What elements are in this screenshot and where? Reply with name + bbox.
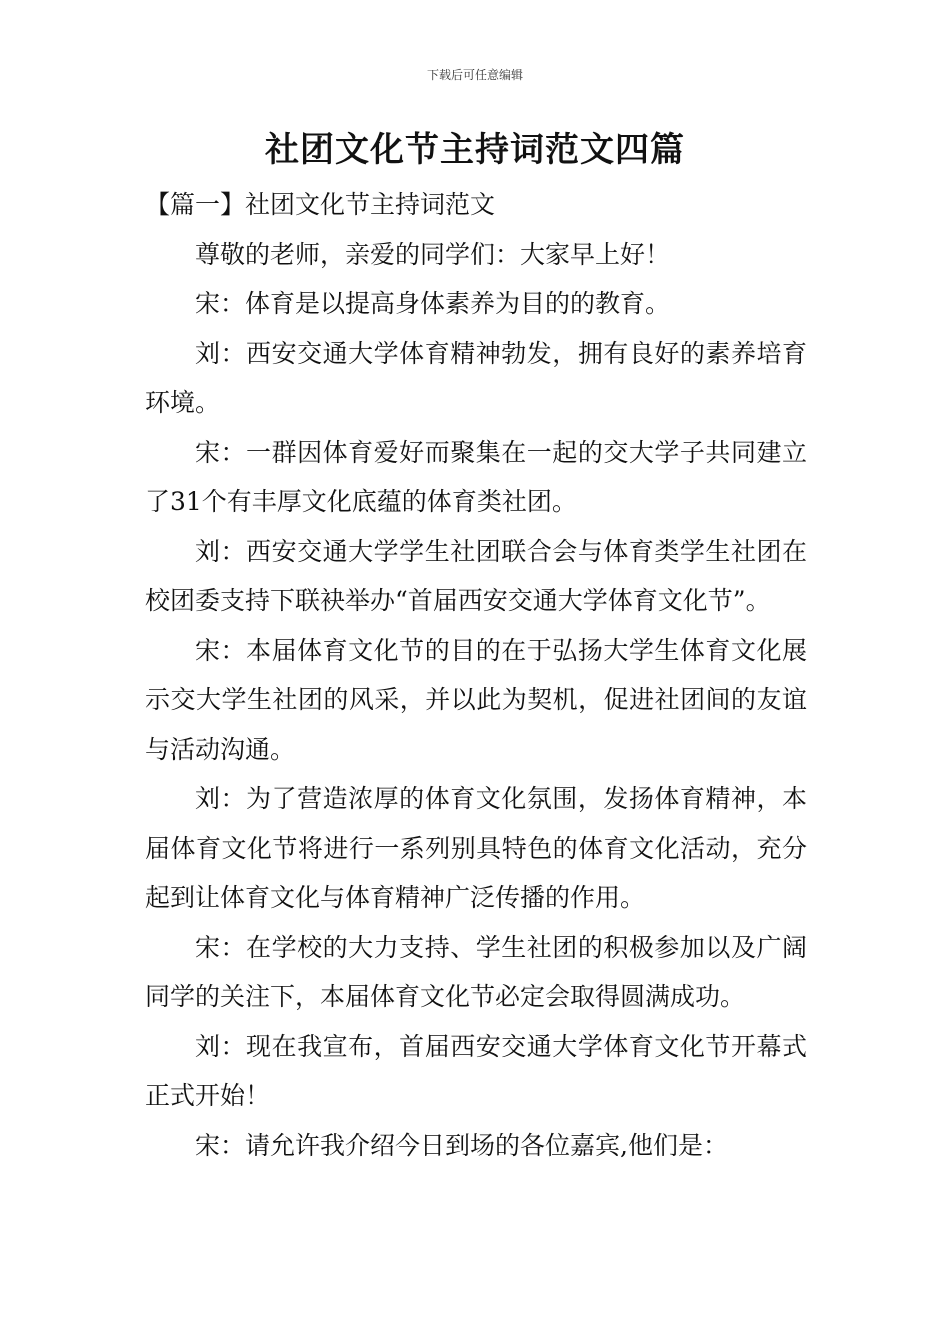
paragraph-greeting: 尊敬的老师，亲爱的同学们：大家早上好！ [195,239,671,269]
paragraph: 刘：现在我宣布，首届西安交通大学体育文化节开幕式正式开始！ [145,1031,807,1110]
paragraph: 刘：为了营造浓厚的体育文化氛围，发扬体育精神，本届体育文化节将进行一系列别具特色的体育文化活动，充分起到让体育文化与体育精神广泛传播的作用。 [145,784,807,912]
paragraph: 宋：请允许我介绍今日到场的各位嘉宾,他们是： [195,1130,728,1160]
paragraph: 宋：一群因体育爱好而聚集在一起的交大学子共同建立了31个有丰厚文化底蕴的体育类社团。 [145,437,807,516]
document-title: 社团文化节主持词范文四篇 [265,130,685,170]
paragraph: 刘：西安交通大学体育精神勃发，拥有良好的素养培育环境。 [145,338,807,417]
paragraph: 刘：西安交通大学学生社团联合会与体育类学生社团在校团委支持下联袂举办“首届西安交通大学体育文化节”。 [145,536,807,615]
document-body [145,180,807,1170]
section-heading: 【篇一】社团文化节主持词范文 [145,190,496,219]
paragraph: 宋：体育是以提高身体素养为目的的教育。 [195,289,671,318]
paragraph: 宋：在学校的大力支持、学生社团的积极参加以及广阔同学的关注下，本届体育文化节必定会取得圆满成功。 [145,932,807,1011]
header-note: 下载后可任意编辑 [426,68,523,82]
paragraph: 宋：本届体育文化节的目的在于弘扬大学生体育文化展示交大学生社团的风采，并以此为契机，促进社团间的友谊与活动沟通。 [145,635,807,764]
